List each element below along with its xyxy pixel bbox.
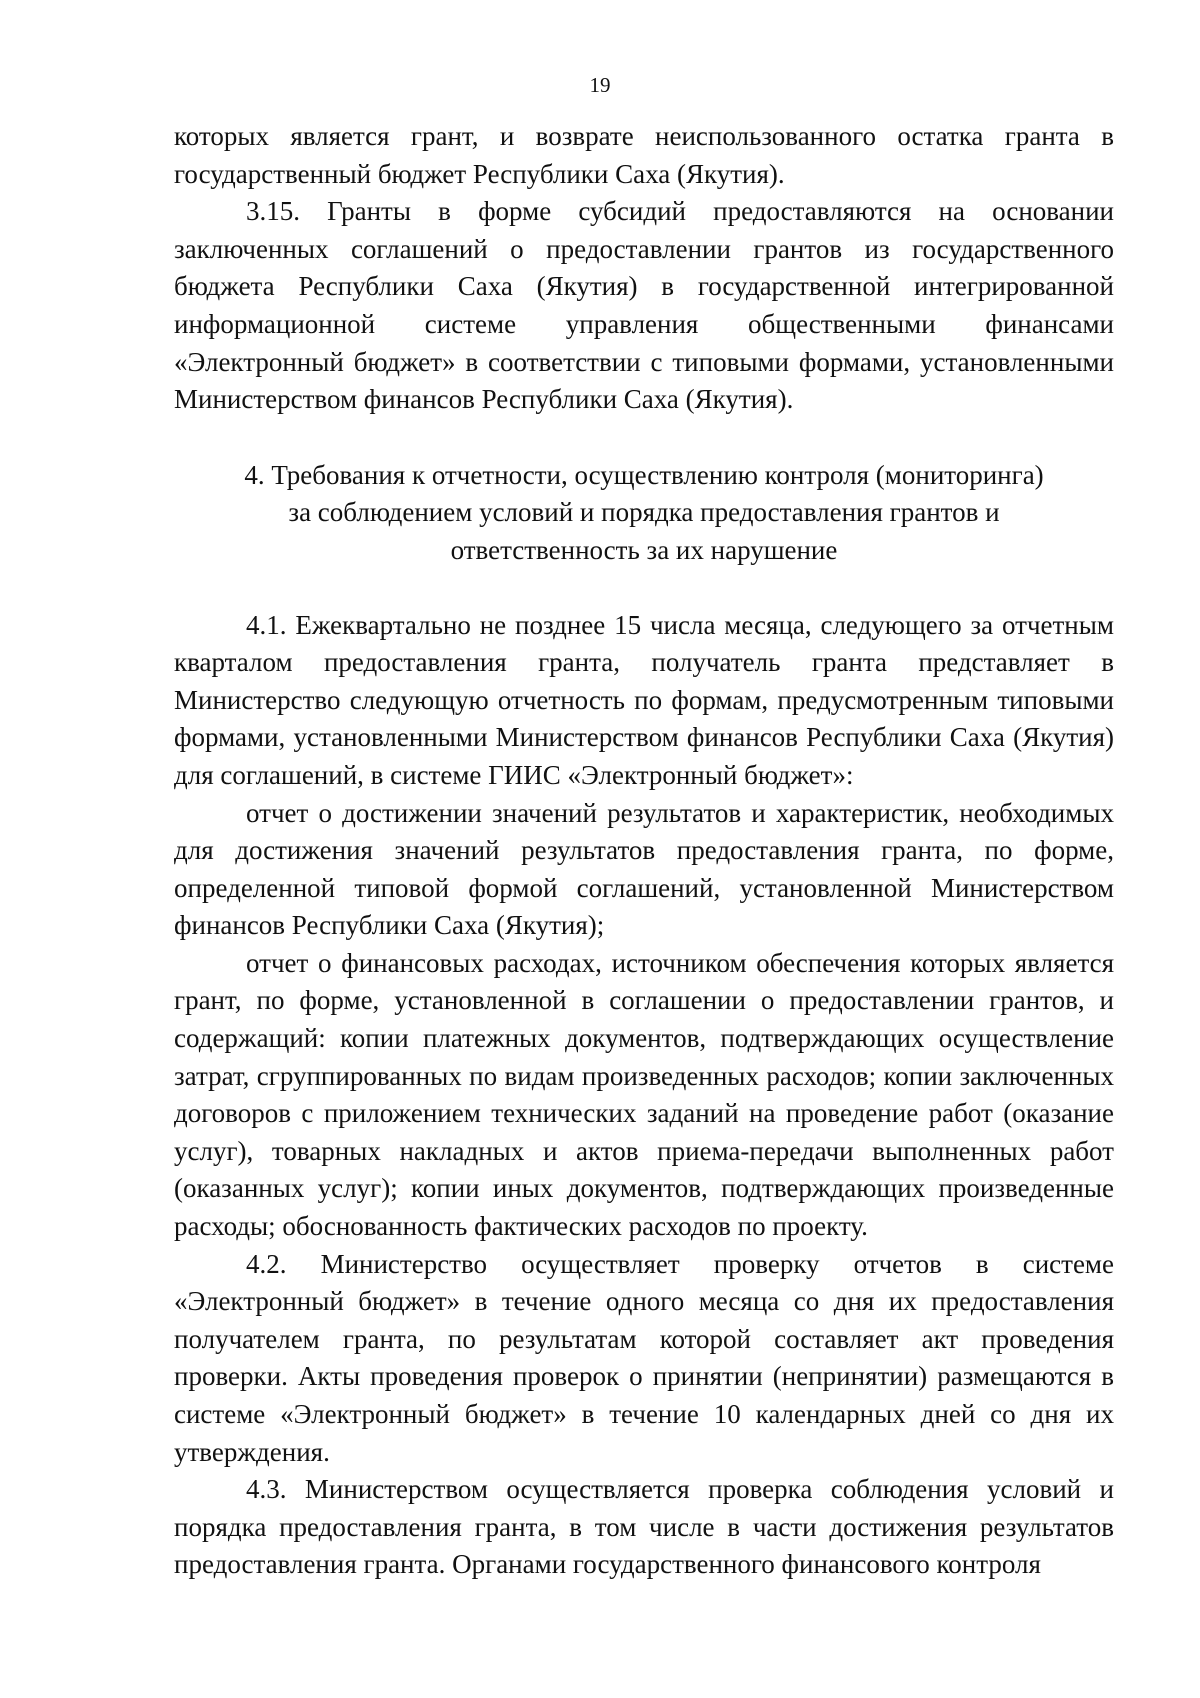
section-4-heading — [174, 457, 1114, 570]
page-number: 19 — [589, 73, 611, 97]
heading-line-3: ответственность за их нарушение — [450, 534, 838, 565]
heading-line-2: за соблюдением условий и порядка предоставления грантов и — [288, 497, 1000, 528]
heading-line-1: 4. Требования к отчетности, осуществлению контроля (мониторинга) — [244, 459, 1044, 490]
paragraph-4-1: 4.1. Ежеквартально не позднее 15 числа месяца, следующего за отчетным кварталом предоставления гранта, получатель гранта представляет в Министерство следующую отчетность по формам, предусмотренным типовыми формами, установленными Министерством финансов Республики Саха (Якутия) для соглашений, в системе ГИИС «Электронный бюджет»: — [174, 609, 1114, 790]
paragraph-4-2: 4.2. Министерство осуществляет проверку отчетов в системе «Электронный бюджет» в течение одного месяца со дня их предоставления получателем гранта, по результатам которой составляет акт проведения проверки. Акты проведения проверок о принятии (непринятии) размещаются в системе «Электронный бюджет» в течение 10 календарных дней со дня их утверждения. — [174, 1248, 1114, 1467]
paragraph-report-expenses: отчет о финансовых расходах, источником обеспечения которых является грант, по форме, установленной в соглашении о предоставлении грантов, и содержащий: копии платежных документов, подтверждающих осуществление затрат, сгруппированных по видам произведенных расходов; копии заключенных договоров с приложением технических заданий на проведение работ (оказание услуг), товарных накладных и актов приема-передачи выполненных работ (оказанных услуг); копии иных документов, подтверждающих произведенные расходы; обоснованность фактических расходов по проекту. — [174, 947, 1114, 1242]
document-body — [174, 118, 1114, 1584]
paragraph-3-15: 3.15. Гранты в форме субсидий предоставляются на основании заключенных соглашений о предоставлении грантов из государственного бюджета Республики Саха (Якутия) в государственной интегрированной информационной системе управления общественными финансами «Электронный бюджет» в соответствии с типовыми формами, установленными Министерством финансов Республики Саха (Якутия). — [174, 196, 1114, 415]
paragraph-report-results: отчет о достижении значений результатов и характеристик, необходимых для достижения значений результатов предоставления гранта, по форме, определенной типовой формой соглашений, установленной Министерством финансов Республики Саха (Якутия); — [174, 797, 1114, 941]
paragraph-4-3: 4.3. Министерством осуществляется проверка соблюдения условий и порядка предоставления гранта, в том числе в части достижения результатов предоставления гранта. Органами государственного финансового контроля — [174, 1474, 1114, 1580]
paragraph-continuation: которых является грант, и возврате неиспользованного остатка гранта в государственный бюджет Республики Саха (Якутия). — [174, 121, 1114, 189]
